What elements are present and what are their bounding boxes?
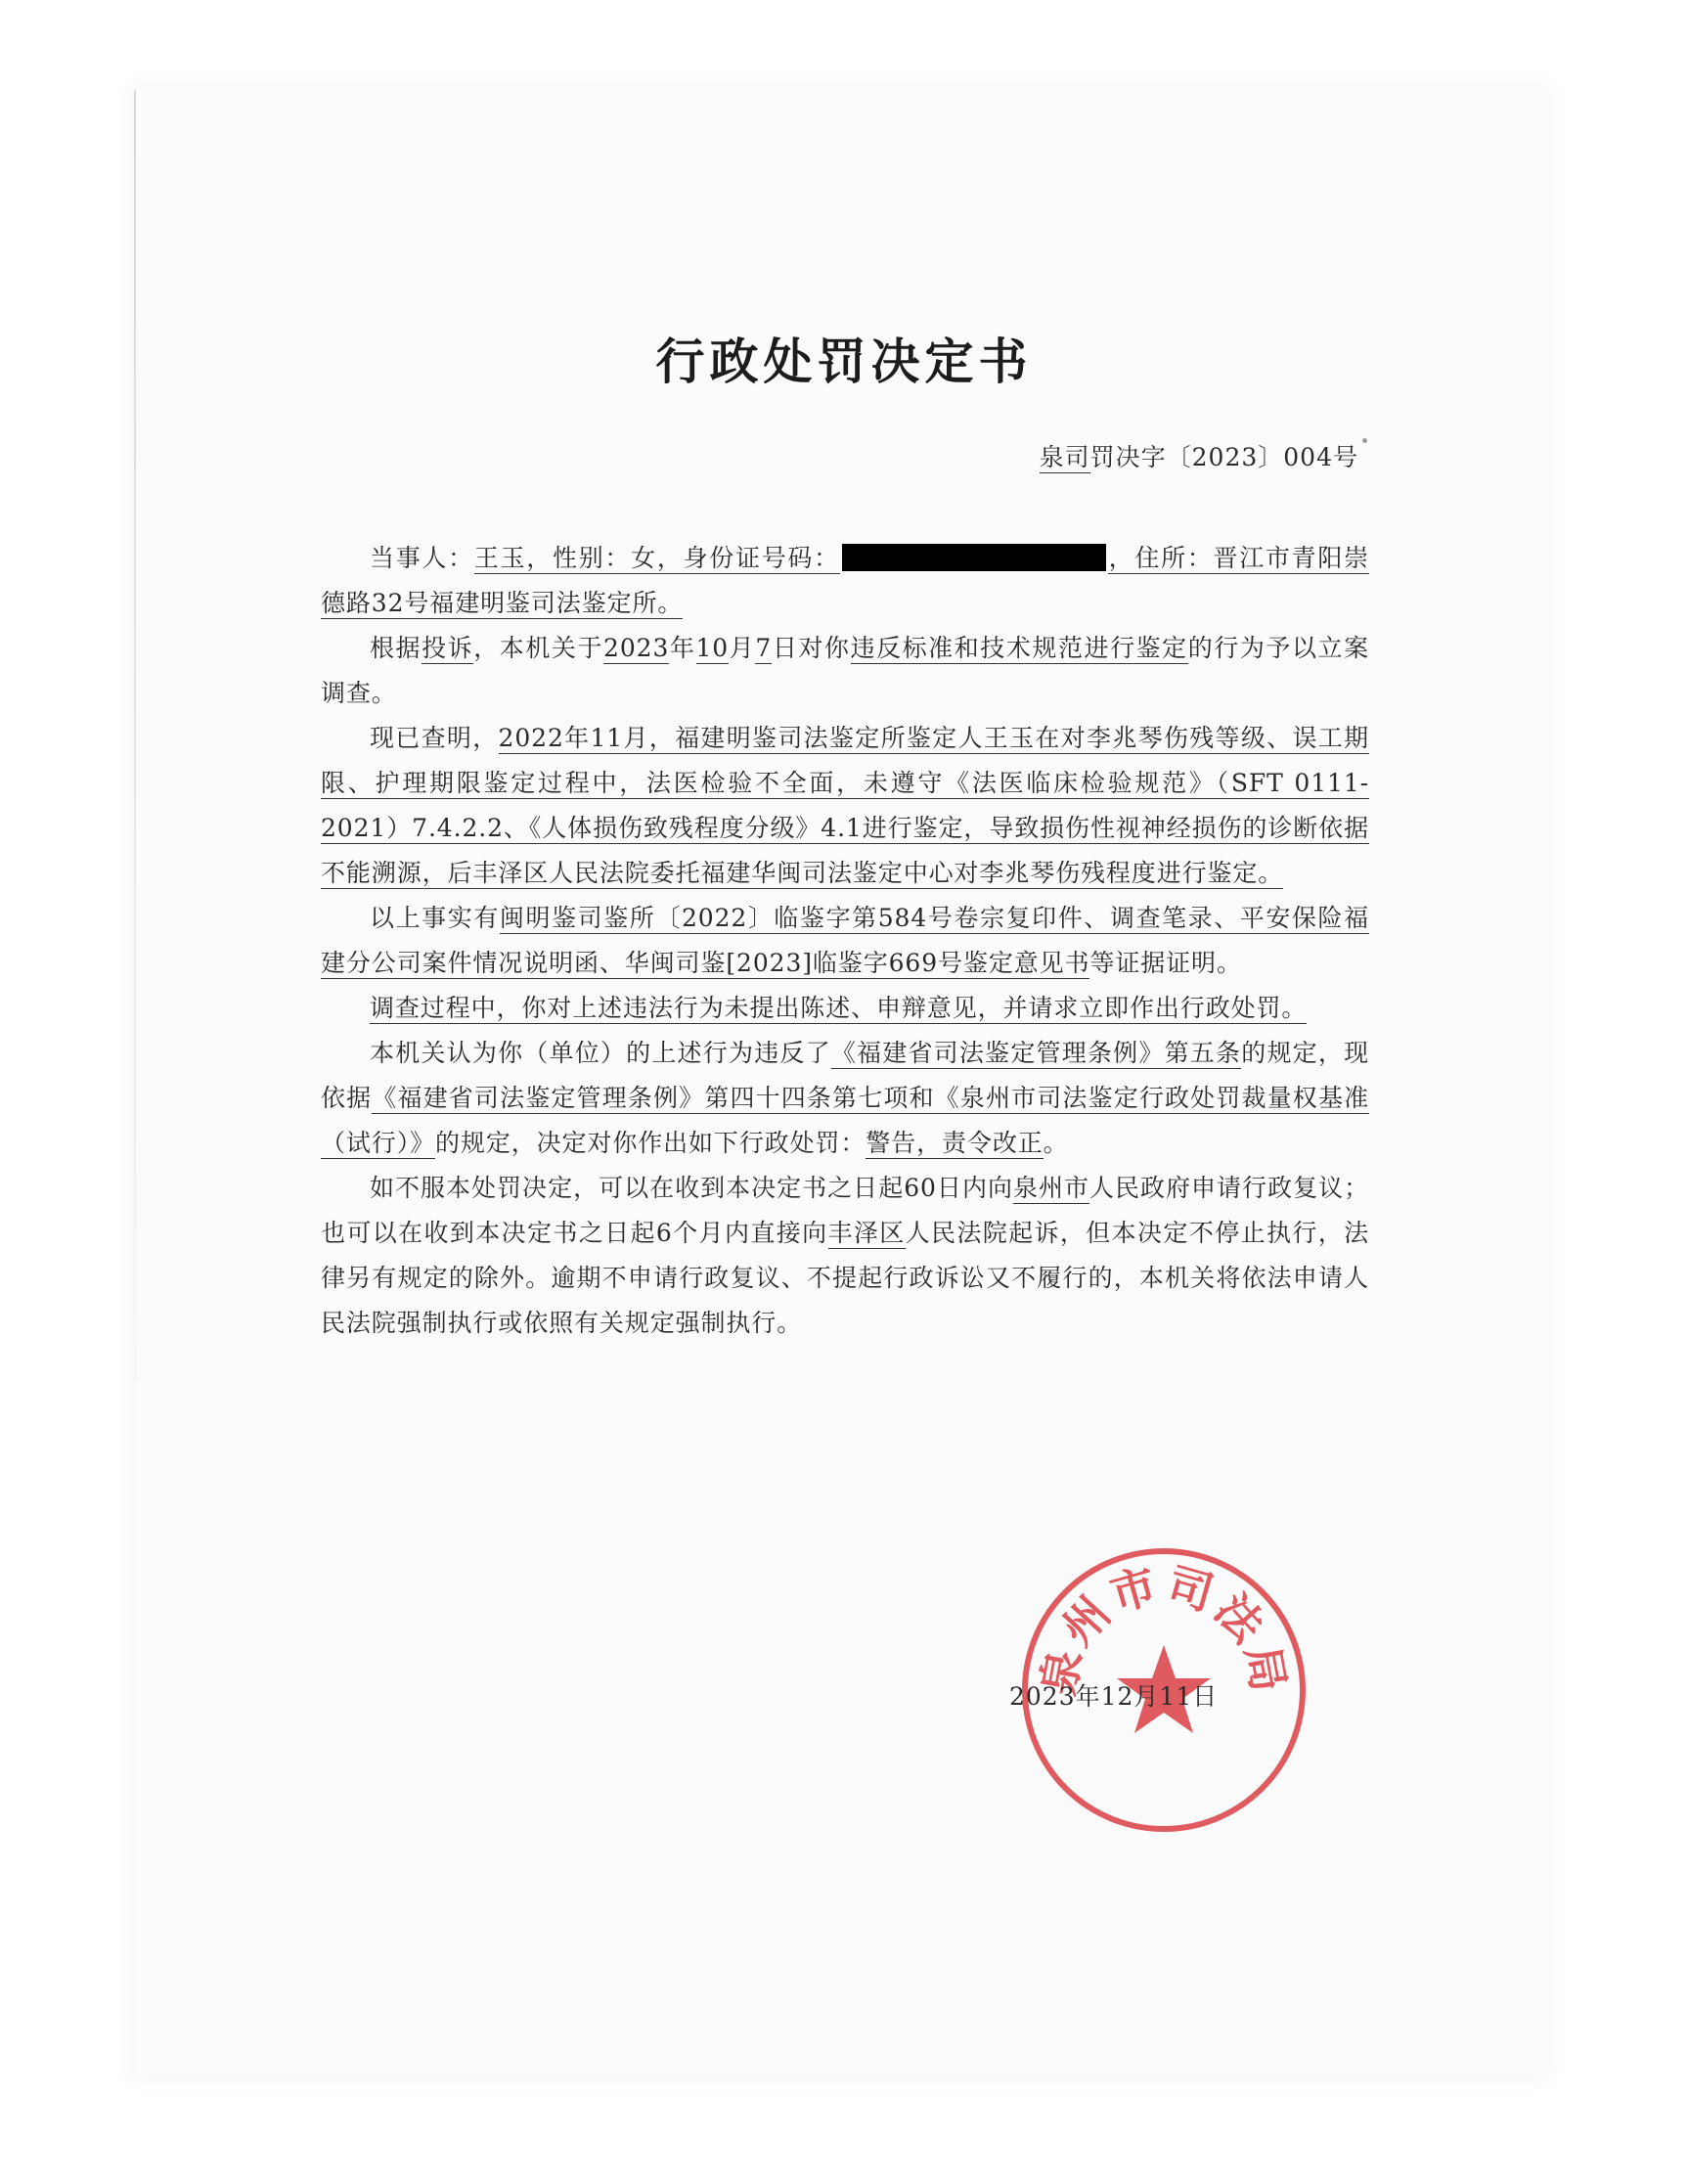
basis-text: 年 [669, 634, 696, 662]
case-year: 2023 [603, 634, 670, 662]
party-address: ，住所：晋江市青阳崇德路32号福建明鉴司法鉴定所。 [321, 544, 1369, 617]
statement-paragraph [321, 986, 1369, 1031]
decision-text: 的规定，决定对你作出如下行政处罚： [435, 1129, 866, 1157]
document-number [1040, 438, 1367, 473]
doc-number-prefix: 泉司 [1039, 443, 1090, 471]
evidence-lead: 以上事实有 [370, 904, 500, 932]
findings-paragraph [321, 716, 1369, 896]
remedy-text: 人民法院起诉，但本决定不停止执行，法律另有规定的除外。逾期不申请行政复议、不提起行政诉讼又不履行的，本机关将依法申请人民法院强制执行或依照有关规定强制执行。 [321, 1219, 1369, 1337]
basis-paragraph [321, 626, 1369, 716]
review-government: 泉州市 [1012, 1174, 1089, 1202]
document-body [321, 536, 1369, 1346]
legal-basis: 《福建省司法鉴定管理条例》第四十四条第七项和《泉州市司法鉴定行政处罚裁量权基准（试行）》 [321, 1084, 1369, 1157]
seal-text: 泉州市司法局 [1031, 1557, 1297, 1700]
ink-dot [1362, 438, 1367, 443]
decision-text: 的规定，现依据 [321, 1039, 1369, 1112]
evidence-paragraph [321, 896, 1369, 986]
decision-text: 本机关认为你（单位）的上述行为违反了 [370, 1039, 831, 1067]
court: 丰泽区 [827, 1219, 906, 1247]
basis-text: 日对你 [772, 634, 851, 662]
party-name: 王玉 [473, 544, 527, 572]
evidence-tail: 等证据证明。 [1089, 949, 1242, 977]
redacted-id-number [842, 544, 1106, 571]
findings-content: 2022年11月，福建明鉴司法鉴定所鉴定人王玉在对李兆琴伤残等级、误工期限、护理期限鉴定过程中，法医检验不全面，未遵守《法医临床检验规范》（SFT 0111-2021）7.4.2.2、《人体损伤致残程度分级》4.1进行鉴定，导致损伤性视神经损伤的诊断依据不能溯源，后丰泽区人民法院委托福建华闽司法鉴定中心对李兆琴伤残程度进行鉴定。 [321, 724, 1369, 887]
decision-paragraph [321, 1031, 1369, 1166]
violated-provision: 《福建省司法鉴定管理条例》第五条 [830, 1039, 1242, 1067]
case-conduct: 违反标准和技术规范进行鉴定 [850, 634, 1188, 662]
penalty: 警告，责令改正 [866, 1129, 1044, 1157]
case-day: 7 [755, 634, 773, 662]
remedy-text: 人民政府申请行政复议；也可以在收到本决定书之日起6个月内直接向 [321, 1174, 1369, 1247]
findings-lead: 现已查明， [370, 724, 499, 752]
remedy-text: 如不服本处罚决定，可以在收到本决定书之日起60日内向 [370, 1174, 1013, 1202]
signing-date: 2023年12月11日 [1009, 1682, 1219, 1711]
basis-text: ，本机关于 [473, 634, 604, 662]
doc-number-rest: 罚决字〔2023〕004号 [1089, 443, 1358, 471]
basis-text: 根据 [370, 634, 422, 662]
paper-edge-shadow [134, 90, 136, 1381]
party-label: 当事人： [370, 544, 474, 572]
decision-text: 。 [1043, 1129, 1069, 1157]
party-paragraph [321, 536, 1369, 626]
basis-text: 月 [729, 634, 756, 662]
basis-text: 的行为予以立案调查。 [321, 634, 1369, 707]
evidence-content: 闽明鉴司鉴所〔2022〕临鉴字第584号卷宗复印件、调查笔录、平安保险福建分公司案件情况说明函、华闽司鉴[2023]临鉴字669号鉴定意见书 [321, 904, 1369, 977]
case-month: 10 [695, 634, 730, 662]
statement-content: 调查过程中，你对上述违法行为未提出陈述、申辩意见，并请求立即作出行政处罚。 [370, 994, 1308, 1022]
remedy-paragraph [321, 1166, 1369, 1346]
party-gender: ，性别：女，身份证号码： [526, 544, 840, 572]
document-title: 行政处罚决定书 [655, 333, 1033, 390]
case-source: 投诉 [422, 634, 474, 662]
